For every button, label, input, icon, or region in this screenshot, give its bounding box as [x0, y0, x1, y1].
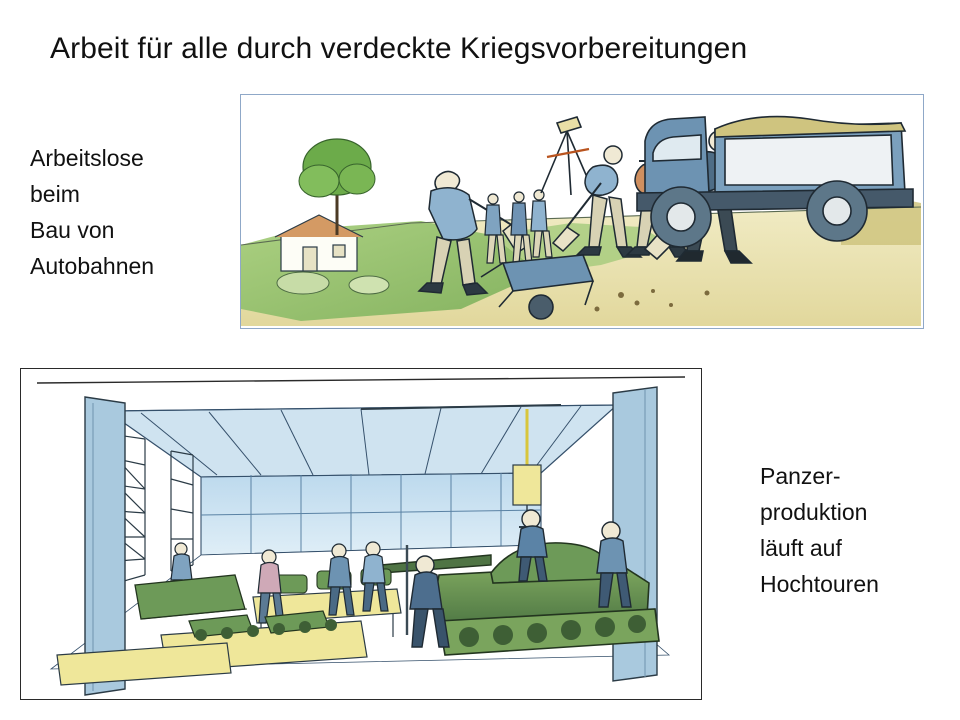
caption-line: Bau von [30, 217, 115, 243]
tank-factory-illustration [20, 368, 702, 700]
caption-line: Arbeitslose [30, 145, 144, 171]
caption-line: Autobahnen [30, 253, 155, 279]
caption-line: produktion [760, 499, 868, 525]
autobahn-construction-illustration [240, 94, 924, 329]
caption-line: läuft auf [760, 535, 842, 561]
page-title: Arbeit für alle durch verdeckte Kriegsvorbereitungen [50, 32, 748, 65]
caption-line: Hochtouren [760, 571, 879, 597]
caption-autobahn [30, 140, 230, 284]
caption-line: beim [30, 181, 80, 207]
tank-factory-drawing [21, 369, 699, 697]
caption-panzer [760, 458, 950, 602]
caption-line: Panzer- [760, 463, 841, 489]
autobahn-construction-drawing [241, 95, 921, 326]
